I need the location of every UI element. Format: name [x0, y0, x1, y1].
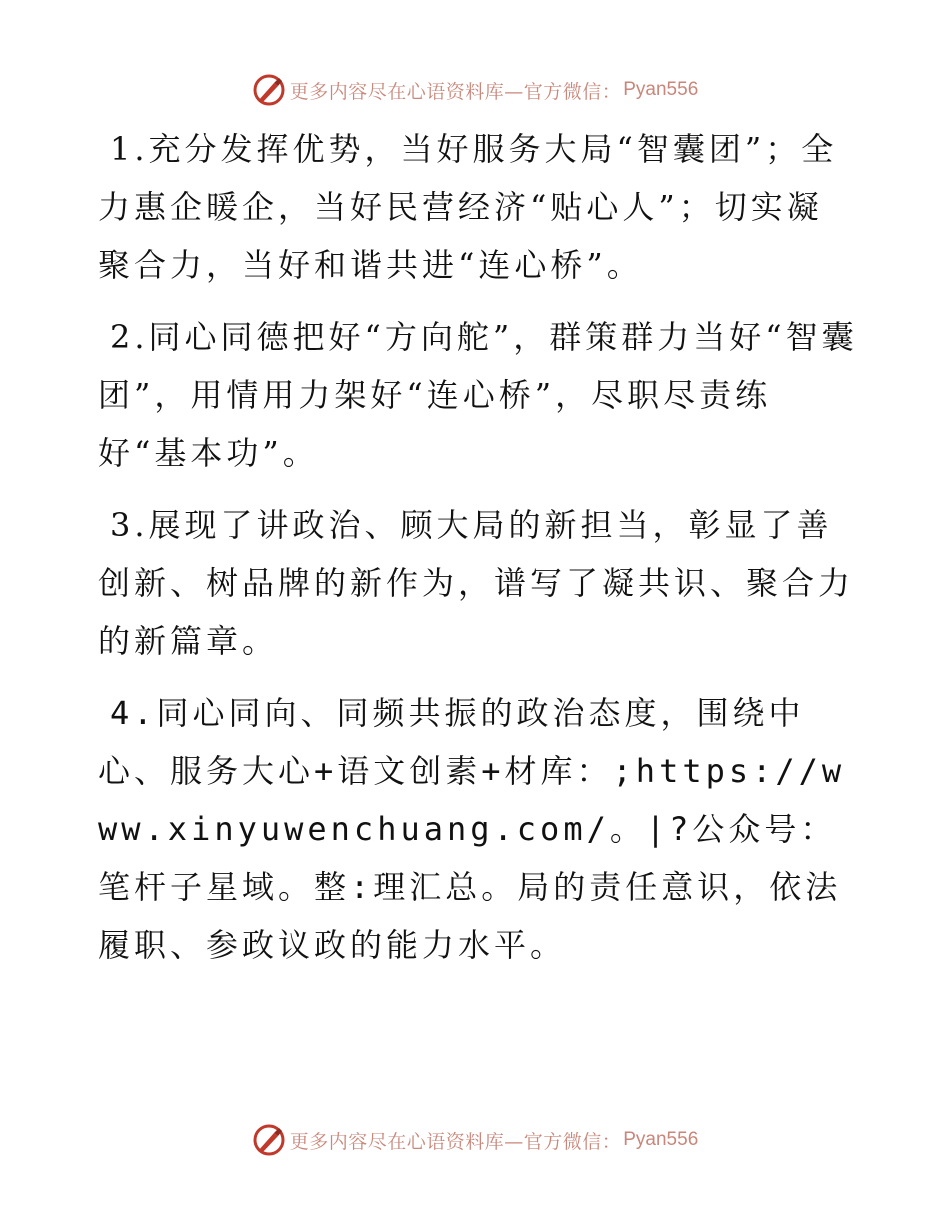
document-body	[98, 120, 858, 988]
pen-circle-logo-icon	[252, 73, 286, 107]
paragraph-4: 4.同心同向、同频共振的政治态度，围绕中心、服务大心+语文创素+材库：;https://www.xinyuwenchuang.com/。|?公众号：笔杆子星域。整:理汇总。局的责任意识，依法履职、参政议政的能力水平。	[98, 694, 846, 964]
paragraph-1: 1.充分发挥优势，当好服务大局“智囊团”；全力惠企暖企，当好民营经济“贴心人”；切实凝聚合力，当好和谐共进“连心桥”。	[98, 130, 838, 284]
pen-circle-logo-icon	[252, 1123, 286, 1157]
banner-text: 更多内容尽在心语资料库—官方微信：	[289, 1130, 622, 1153]
footer-banner	[0, 1120, 950, 1160]
paragraph-2: 2.同心同德把好“方向舵”，群策群力当好“智囊团”，用情用力架好“连心桥”，尽职尽责练好“基本功”。	[98, 318, 858, 472]
banner-wechat-id: Pyan556	[623, 79, 699, 100]
banner-wechat-id: Pyan556	[623, 1129, 699, 1150]
paragraph-3: 3.展现了讲政治、顾大局的新担当，彰显了善创新、树品牌的新作为，谱写了凝共识、聚合力的新篇章。	[98, 506, 855, 660]
header-banner	[0, 70, 950, 110]
banner-text: 更多内容尽在心语资料库—官方微信：	[289, 80, 622, 103]
